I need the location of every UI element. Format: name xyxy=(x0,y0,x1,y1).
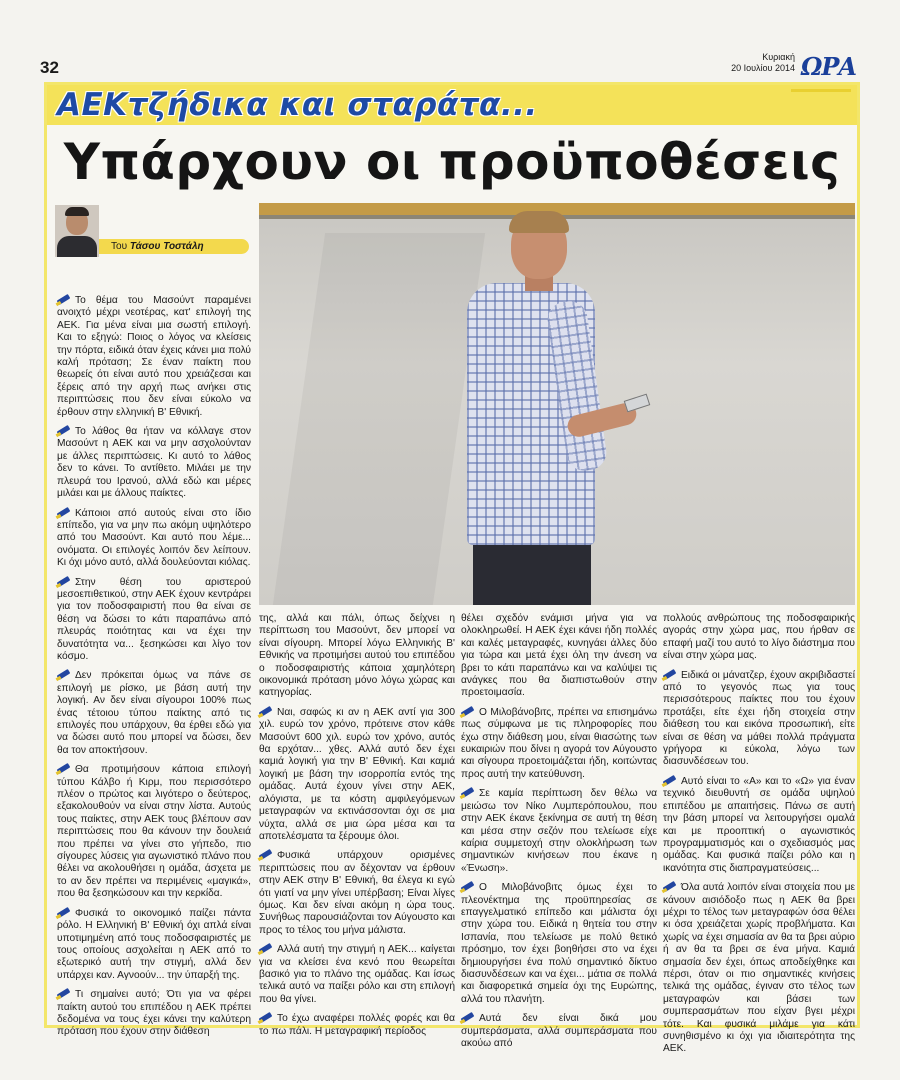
pen-icon xyxy=(57,295,71,304)
article-paragraph xyxy=(461,1013,657,1050)
article-paragraph xyxy=(461,788,657,875)
article-paragraph xyxy=(259,707,455,843)
paragraph-text: Ο Μιλοβάνοβιτς όμως έχει το πλεονέκτημα της προϋπηρεσίας σε επαγγελματικό επίπεδο και μάλιστα όχι στην χώρα του. Ειδικά η θητεία του στην Ισπανία, που τελείωσε με πολύ θετικό πρόσημο, τον έχει βοηθήσει στο να έχει δημιουργήσει ένα πολύ σημαντικό δίκτυο διασυνδέσεων και να έχει... μάτια σε πολλά και διαφορετικά σημεία όχι της Ευρώπης, αλλά του πλανήτη. xyxy=(461,882,657,1005)
article-paragraph xyxy=(461,882,657,1006)
pen-icon xyxy=(259,944,273,953)
paragraph-text: Το θέμα του Μασούντ παραμένει ανοιχτό μέχρι νεοτέρας, κατ' επιλογή της ΑΕΚ. Για μένα είναι μια σωστή επιλογή. Και το εξηγώ: Ποιος ο λόγος να κλείσεις την πόρτα, ειδικά όταν έχεις κάνει μια πολύ καλή πρόταση; Σε έναν παίκτη που θεωρείς ότι είναι αυτό που χρειάζεσαι και ξέρεις από την αρχή πως ανήκει στις περιπτώσεις που δεν είναι εύκολο να έρθουν στην ελληνική Β' Εθνική. xyxy=(57,295,251,418)
text-column-1 xyxy=(57,295,251,1046)
article-paragraph xyxy=(259,850,455,937)
article-paragraph xyxy=(663,613,855,663)
issue-date xyxy=(731,52,795,74)
pen-icon xyxy=(259,1013,273,1022)
article-frame xyxy=(44,82,860,1055)
pen-icon xyxy=(663,776,677,785)
paragraph-text: Σε καμία περίπτωση δεν θέλω να μειώσω τον Νίκο Λυμπερόπουλου, που στην ΑΕΚ έκανε ξεκίνημα σε αυτή τη θέση και μέσα στην σεζόν που τελείωσε είχε καίρια συμμετοχή στην ολοκλήρωση των σημαντικών κινήσεων που έκανε η «Ένωση». xyxy=(461,788,657,874)
paragraph-text: θέλει σχεδόν ενάμισι μήνα για να ολοκληρωθεί. Η ΑΕΚ έχει κάνει ήδη πολλές και καλές μεταγραφές, κυνηγάει άλλες δύο για τώρα και μετά έχει όλη την άνεση να βρει το κάτι παραπάνω και να καλύψει τις ανάγκες που θα διαπιστωθούν στην προετοιμασία. xyxy=(461,613,657,699)
pen-icon xyxy=(259,850,273,859)
paragraph-text: Φυσικά υπάρχουν ορισμένες περιπτώσεις που αν δέχονταν να έρθουν στην ΑΕΚ στην Β' Εθνική, θα έλεγα κι εγώ ότι γιατί να μην γίνει υπέρβαση; Είναι λίγες όμως. Και δεν είναι ακόμη η ώρα τους. Συνήθως παρουσιάζονται τον Αύγουστο και προς το τέλος του μήνα μάλιστα. xyxy=(259,850,455,936)
author-bar xyxy=(99,239,249,254)
paragraph-text: Κάποιοι από αυτούς είναι στο ίδιο επίπεδο, για να μην πω ακόμη υψηλότερο από του Μασούντ. Και αυτό που λέμε... ονόματα. Οι επιλογές λοιπόν δεν λείπουν. Κι όχι μόνο αυτό, αλλά δουλεύονται κιόλας. xyxy=(57,507,251,569)
article-paragraph xyxy=(663,882,855,1056)
pen-icon xyxy=(259,707,273,716)
column-kicker xyxy=(47,85,857,125)
paragraph-text: Δεν πρόκειται όμως να πάνε σε επιλογή με ρίσκο, με βάση αυτή την λογική. Αν δεν είναι σίγουροι 100% πως ένας τέτοιου τύπου παίκτης από τις επιλογές που υπάρχουν, θα έρθει εδώ για να δώσει αυτό που μπορεί να δώσει, δεν θα τον αποκτήσουν. xyxy=(57,670,251,756)
kicker-stripe xyxy=(791,89,851,92)
pen-icon xyxy=(461,788,475,797)
text-column-4 xyxy=(663,613,855,1063)
paragraph-text: Αλλά αυτή την στιγμή η ΑΕΚ... καίγεται για να κλείσει ένα κενό που θεωρείται βασικό για το πλάνο της ομάδας. Και ίσως τελικά αυτό να παίξει ρόλο και στη επιλογή που θα γίνει. xyxy=(259,944,455,1005)
pen-icon xyxy=(57,908,71,917)
paragraph-text: Το λάθος θα ήταν να κόλλαγε στον Μασούντ η ΑΕΚ και να μην ασχολούνταν με άλλες περιπτώσεις. Κι αυτό το λάθος δεν το κάνει. Το αντίθετο. Μιλάει με την πλευρά του Ιρανού, αλλά εδώ και μέρες μιλάει και με άλλους παίκτες. xyxy=(57,426,251,500)
pen-icon xyxy=(57,989,71,998)
pen-icon xyxy=(663,882,677,891)
paragraph-text: της, αλλά και πάλι, όπως δείχνει η περίπτωση του Μασούντ, δεν μπορεί να είναι σίγουρη. Μπορεί λόγω Ελληνικής Β' Εθνικής να προτιμήσει αυτού του επιπέδου ο ποδοσφαιριστής κάποια χαμηλότερη οικονομικά πρόταση μόνο λόγω χώρας και κατηγορίας. xyxy=(259,613,455,699)
paragraph-text: Όλα αυτά λοιπόν είναι στοιχεία που με κάνουν αισιόδοξο πως η ΑΕΚ θα βρει μέχρι το τέλος των μεταγραφών όσα θέλει κι όσα χρειάζεται χωρίς προβλήματα. Και χωρίς να έχει σημασία αν θα τα βρει αύριο ή αν θα τα βρει σε ένα μήνα. Καμιά σημασία δεν έχει, όπως αποδείχθηκε και πέρσι, όταν οι πιο σημαντικές κινήσεις τελικά της ομάδας, έγιναν στο τέλος των μεταγραφών και βάσει των συμπερασμάτων που είχαν βγει μέχρι τότε. Και φυσικά μιλάμε για κάτι συνηθισμένο κι όχι για ιδιαιτερότητα της ΑΕΚ. xyxy=(663,882,855,1055)
article-paragraph xyxy=(259,613,455,700)
article-paragraph xyxy=(259,944,455,1006)
article-paragraph xyxy=(461,613,657,700)
issue-day: Κυριακή xyxy=(762,52,795,62)
article-photo xyxy=(259,203,855,605)
phone-icon xyxy=(624,394,651,413)
text-column-2 xyxy=(259,613,455,1045)
article-paragraph xyxy=(57,989,251,1039)
issue-date-text: 20 Ιουλίου 2014 xyxy=(731,63,795,73)
paragraph-text: Το έχω αναφέρει πολλές φορές και θα το πω πάλι. Η μεταγραφική περίοδος xyxy=(259,1013,455,1037)
author-avatar xyxy=(55,205,99,257)
paragraph-text: πολλούς ανθρώπους της ποδοσφαιρικής αγοράς στην χώρα μας, που ήρθαν σε επαφή μαζί του αυτό το λίγο διάστημα που είναι στην χώρα μας. xyxy=(663,613,855,662)
paragraph-text: Θα προτιμήσουν κάποια επιλογή τύπου Κάλβο ή Κιρμ, που περισσότερο πλέον ο πρώτος και λιγότερο ο δεύτερος, εξακολουθούν να είναι στην λίστα. Αυτούς τους παίκτες, στην ΑΕΚ τους βλέπουν σαν περιπτώσεις που θα κάνουν την δουλειά που πρέπει να γίνει στο γήπεδο, πιο σίγουρες λύσεις για αγωνιστικό πλάνο που θέλει να ακολουθήσει η ομάδα, άσχετα με το αν δεν πρέπει να περιμένεις «μαγικά», που θα ξεσηκώσουν και την κερκίδα. xyxy=(57,764,251,900)
page-number: 32 xyxy=(40,58,59,77)
pen-icon xyxy=(57,577,71,586)
paragraph-text: Στην θέση του αριστερού μεσοεπιθετικού, στην ΑΕΚ έχουν κεντράρει για τον ποδοσφαιριστή που θα είναι σε θέση να δώσει το κάτι παραπάνω από πλευράς ποιότητας και να έχει την δυνατότητα να... ξεσηκώσει και λίγο τον κόσμο. xyxy=(57,576,251,662)
article-paragraph xyxy=(57,426,251,500)
pen-icon xyxy=(663,670,677,679)
article-paragraph xyxy=(57,295,251,419)
paragraph-text: Τι σημαίνει αυτό; Ότι για να φέρει παίκτη αυτού του επιπέδου η ΑΕΚ πρέπει δεδομένα να τους έχει κάνει την καλύτερη πρόταση που έχουν στην διάθεση xyxy=(57,989,251,1038)
pen-icon xyxy=(57,670,71,679)
article-paragraph xyxy=(663,776,855,875)
article-paragraph xyxy=(57,670,251,757)
article-paragraph xyxy=(663,670,855,769)
paragraph-text: Αυτά δεν είναι δικά μου συμπεράσματα, αλλά συμπεράσματα που ακούω από xyxy=(461,1013,657,1049)
paragraph-text: Ναι, σαφώς κι αν η ΑΕΚ αντί για 300 χιλ. ευρώ τον χρόνο, πρότεινε στον κάθε Μασούντ 600 χιλ. ευρώ τον χρόνο, αυτός θα ερχόταν... χθες. Αλλά αυτό δεν έχει καμιά λογική για την Β' Εθνική. Και καμιά λογική με βάση την ισορροπία εντός της ομάδας. Αυτά έχουν γίνει στην ΑΕΚ, αλόγιστα, με τα κόστη αμφιλεγόμενων μεταγραφών να εκτινάσσονται όχι σε μια νύχτα, αλλά σε μια ώρα μέσα και τα αποτελέσματα τα ξέρουμε όλοι. xyxy=(259,706,455,842)
pen-icon xyxy=(461,707,475,716)
article-paragraph xyxy=(57,577,251,664)
article-paragraph xyxy=(57,508,251,570)
paragraph-text: Ειδικά οι μάνατζερ, έχουν ακριβιδαστεί από το γεγονός πως για τους περισσότερους παίκτες που του έχουν προτάξει, είτε έχει ήδη στοιχεία στην διάθεση του και εικόνα προσωπική, είτε είναι σε θέση να μάθει πολλά πράγματα γρήγορα κι εύκολα, λόγω των διασυνδέσεων του. xyxy=(663,669,855,768)
pen-icon xyxy=(461,882,475,891)
pen-icon xyxy=(57,426,71,435)
text-column-3 xyxy=(461,613,657,1057)
pen-icon xyxy=(57,508,71,517)
pen-icon xyxy=(461,1013,475,1022)
article-paragraph xyxy=(57,764,251,900)
article-paragraph xyxy=(461,707,657,781)
pen-icon xyxy=(57,764,71,773)
person-with-phone-illustration xyxy=(429,213,669,605)
masthead xyxy=(731,52,856,81)
paragraph-text: Ο Μιλοβάνοβιτς, πρέπει να επισημάνω πως σύμφωνα με τις πληροφορίες που έχω στην διάθεση μου, είναι θιασώτης των ευκαιριών που δίνει η αγορά τον Αύγουστο και σίγουρα προετοιμάζεται ήδη, κοιτώντας προς αυτή την κατεύθυνση. xyxy=(461,706,657,780)
author-byline xyxy=(55,205,251,257)
author-prefix: Του xyxy=(111,241,128,252)
newspaper-logo: ΩΡΑ xyxy=(800,52,856,81)
article-paragraph xyxy=(57,908,251,982)
author-name: Τάσου Τοστάλη xyxy=(129,241,204,252)
kicker-text: ΑΕΚτζήδικα και σταράτα... xyxy=(57,87,538,123)
paragraph-text: Φυσικά το οικονομικό παίζει πάντα ρόλο. Η Ελληνική Β' Εθνική όχι απλά είναι υποτιμημένη από τους ποδοσφαιριστές με τους οποίους ασχολείται η ΑΕΚ από το εξωτερικό αυτή την στιγμή, αλλά δεν υπάρχει καν. Αγνοούν... την ύπαρξή της. xyxy=(57,907,251,981)
headline: Υπάρχουν οι προϋποθέσεις xyxy=(63,133,841,191)
article-paragraph xyxy=(259,1013,455,1038)
paragraph-text: Αυτό είναι το «Α» και το «Ω» για έναν τεχνικό διευθυντή σε ομάδα υψηλού επιπέδου με απαιτήσεις. Πάνω σε αυτή την βάση μπορεί να λειτουργήσει ομαλά και με προοπτική ο αγωνιστικός προγραμματισμός και ο σχεδιασμός μας ομάδας. Και φυσικά παίζει ρόλο και η ικανότητα στις διαπραγματεύσεις... xyxy=(663,775,855,874)
